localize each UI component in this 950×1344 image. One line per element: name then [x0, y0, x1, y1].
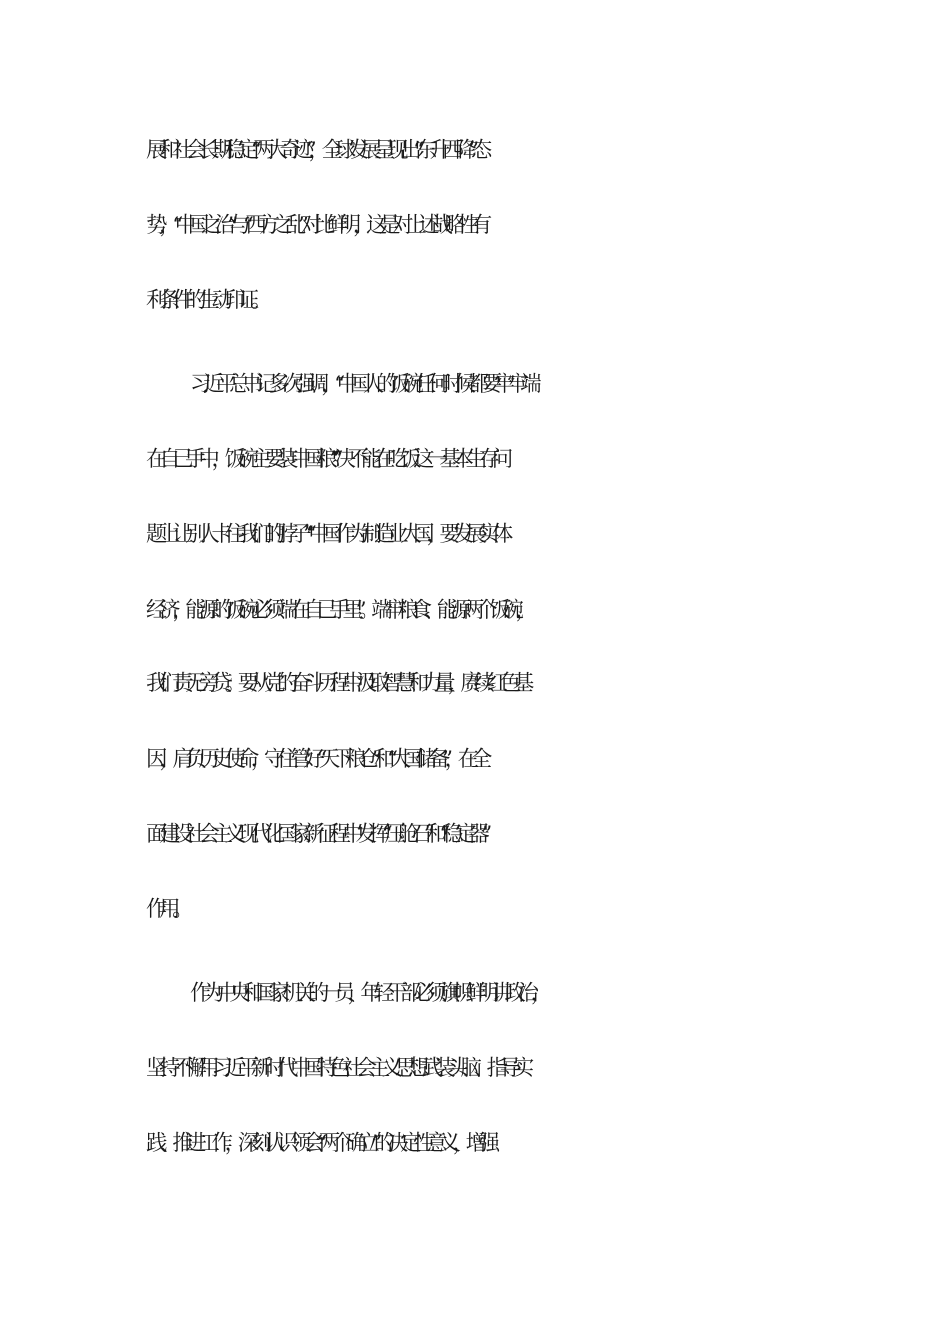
paragraph-1-line-1: 展和社会长期稳定“两大奇迹”，全球发展呈现出“东升西降”态 [146, 138, 484, 163]
paragraph-3-line-2: 坚持不懈用习近平新时代中国特色社会主义思想武装头脑、指导实 [146, 1056, 526, 1081]
paragraph-3-line-1: 作为中央和国家机关的一员，年轻干部必须旗帜鲜明讲政治， [190, 981, 544, 1006]
paragraph-2-line-4: 经济，能源的饭碗必须端在自己手里”。端牢粮食、能源两个饭碗， [146, 598, 529, 623]
paragraph-3-line-3: 践、推进工作，深刻认识领会“两个确立”的决定性意义，增强 [146, 1131, 492, 1156]
paragraph-2-line-3: 题上让别人卡住我们的脖子”“中国作为制造业大国，要发展实体 [146, 522, 505, 547]
paragraph-2-line-7: 面建设社会主义现代化国家新征程中发挥“压舱石”和“稳定器” [146, 822, 484, 847]
paragraph-1-line-2: 势，“中国之治”与“西方之乱”对比鲜明，这是对上述战略性有 [146, 213, 484, 238]
paragraph-2-line-2: 在自己手中，饭碗主要装中国粮”“决不能在吃饭这一基本生存问 [146, 447, 505, 472]
paragraph-1-line-3: 利条件的生动印证。 [146, 288, 264, 313]
paragraph-2-line-8: 作用。 [146, 897, 186, 922]
paragraph-2-line-6: 因，肩负历史使命，守住管好“天下粮仓”和“大国储备”，在全 [146, 747, 484, 772]
paragraph-2-line-5: 我们责无旁贷。要从党的奋斗历程中汲取智慧和力量，赓续红色基 [146, 671, 526, 696]
paragraph-2-line-1: 习近平总书记多次强调，“中国人的饭碗任何时候都要牢牢端 [190, 372, 534, 397]
